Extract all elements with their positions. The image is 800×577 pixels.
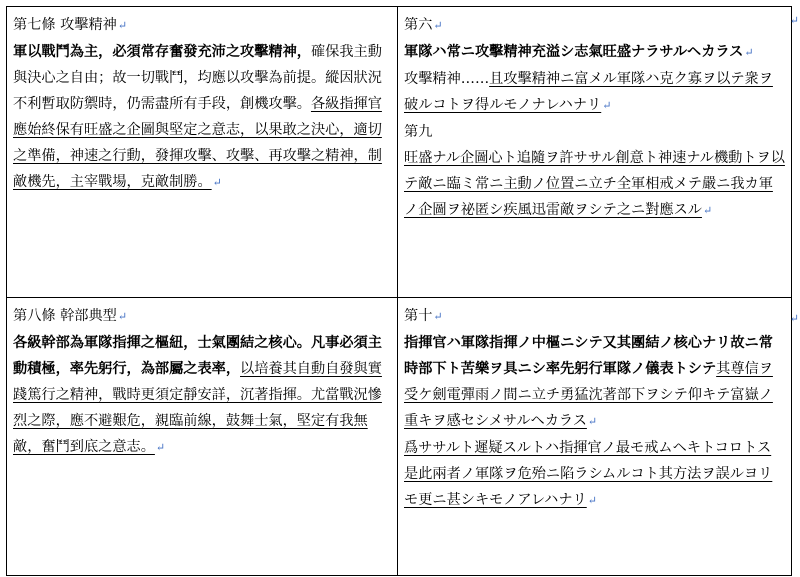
paragraph-mark-icon: ↵ (117, 310, 128, 323)
paragraph-mark-icon: ↵ (602, 99, 612, 112)
paragraph-mark-icon: ↵ (587, 415, 598, 428)
paragraph-mark-icon: ↵ (789, 312, 799, 325)
cell-article-7[interactable] (7, 7, 398, 298)
bold-text: 各級幹部為軍隊指揮之樞紐，士氣團結之核心。凡事必須主動積極，率先躬行，為部屬之表率， (13, 335, 382, 377)
table-row (7, 7, 792, 298)
underlined-text: 各級指揮官應始終保有旺盛之企圖與堅定之意志，以果敢之決心，適切之準備，神速之行動，發揮攻擊、攻擊、再攻擊之精神，制敵機先，主宰戰場，克敵制勝。 (13, 96, 382, 190)
paragraph-mark-icon: ↵ (702, 204, 713, 217)
paragraph-mark-icon: ↵ (789, 14, 799, 27)
underlined-text: 以培養其自動自發與實踐篤行之精神，戰時更須定靜安詳，沉著指揮。尤當戰況慘烈之際，應不避艱危，親臨前線，鼓舞士氣，堅定有我無敵，奮鬥到底之意志。 (13, 361, 382, 455)
underlined-text: 爲ササルト遲疑スルトハ指揮官ノ最モ戒ムヘキトコロトス是此兩者ノ軍隊ヲ危殆ニ陷ラシムルコト其方法ヲ誤ルヨリモ更ニ甚シキモノアレハナリ (404, 440, 773, 508)
cell-section-6-9[interactable] (398, 7, 792, 298)
bold-text: 指揮官ハ軍隊指揮ノ中樞ニシテ又其團結ノ核心ナリ故ニ常時部下ト苦樂ヲ具ニシ率先躬行軍隊ノ儀表トシテ (404, 335, 773, 377)
section-heading: 第六↵ (404, 17, 443, 33)
article-heading: 第八條 幹部典型↵ (13, 308, 128, 324)
cell-section-10[interactable] (398, 298, 792, 576)
paragraph-mark-icon: ↵ (587, 494, 597, 507)
section-heading: 第九 (404, 124, 433, 140)
comparison-table (6, 6, 792, 576)
paragraph-mark-icon: ↵ (117, 19, 128, 32)
bold-text: 軍以戰鬥為主，必須常存奮發充沛之攻擊精神， (13, 44, 311, 60)
paragraph-mark-icon: ↵ (155, 441, 166, 454)
underlined-text: 且攻擊精神ニ富メル軍隊ハ克ク寡ヲ以テ衆ヲ破ルコトヲ得ルモノナレハナリ (404, 71, 773, 113)
article-heading: 第七條 攻擊精神↵ (13, 17, 128, 33)
body-text: 確保我主動與決心之自由；故一切戰鬥，均應以攻擊為前提。縱因狀況不利暫取防禦時，仍需盡所有手段，創機攻擊。 (13, 44, 382, 112)
bold-text: 軍隊ハ常ニ攻擊精神充溢シ志氣旺盛ナラサルヘカラス (404, 44, 744, 60)
underlined-text: 旺盛ナル企圖心ト追隨ヲ許ササル創意ト神速ナル機動トヲ以テ敵ニ臨ミ常ニ主動ノ位置ニ立チ全軍相戒メテ嚴ニ我カ軍ノ企圖ヲ祕匿シ疾風迅雷敵ヲシテ之ニ對應スル (404, 150, 785, 218)
section-heading: 第十↵ (404, 308, 443, 324)
paragraph-mark-icon: ↵ (744, 46, 754, 59)
paragraph-mark-icon: ↵ (433, 310, 443, 323)
paragraph-mark-icon: ↵ (212, 176, 222, 189)
table-row (7, 298, 792, 576)
cell-article-8[interactable] (7, 298, 398, 576)
underlined-text: 其尊信ヲ受ケ劍電彈雨ノ間ニ立チ勇猛沈著部下ヲシテ仰キテ富嶽ノ重キヲ感セシメサルヘカラス (404, 361, 773, 429)
paragraph-mark-icon: ↵ (433, 19, 443, 32)
body-text: 攻擊精神…… (404, 71, 490, 87)
